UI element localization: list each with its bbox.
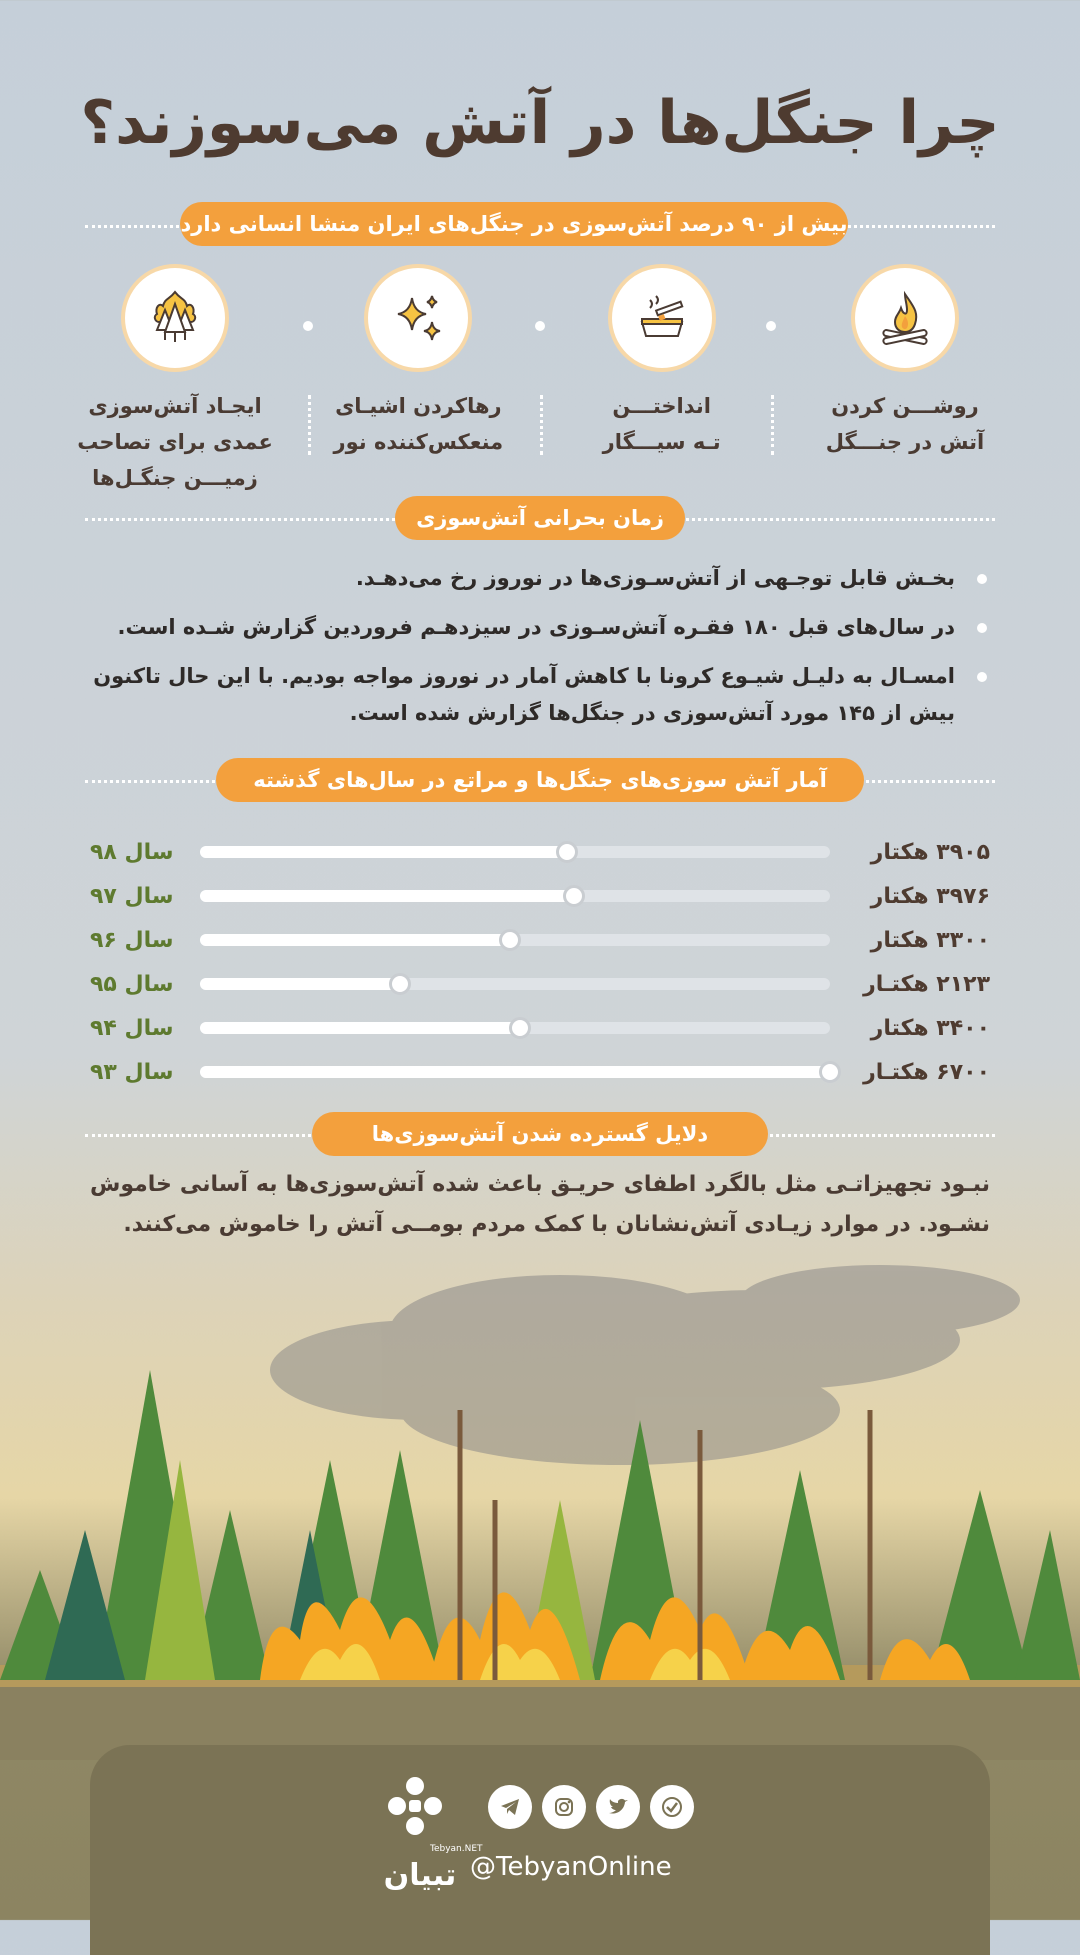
sparkle-icon xyxy=(368,268,468,368)
stat-row xyxy=(90,1050,990,1094)
stat-knob xyxy=(819,1061,841,1083)
cause-item xyxy=(557,268,767,508)
stat-row xyxy=(90,918,990,962)
stat-knob xyxy=(509,1017,531,1039)
stat-row xyxy=(90,1006,990,1050)
spread-reasons-text: نبـود تجهیزاتـی مثل بالگرد اطفای حریـق باعث شده آتش‌سوزی‌ها به آسانی خاموش نشـود. در موارد زیـادی آتش‌نشانان با کمک مردم بومــی آتش را خاموش می‌کنند. xyxy=(90,1172,990,1237)
list-item: امسـال به دلیـل شیـوع کرونا با کاهش آمار در نوروز مواجه بودیم. با این حال تاکنون بیش از ۱۴۵ مورد آتش‌سوزی در جنگل‌ها گزارش شده است. xyxy=(75,658,955,732)
statistics-header: آمار آتش سوزی‌های جنگل‌ها و مراتع در سال‌های گذشته xyxy=(216,758,864,802)
stat-year: سال ۹۴ xyxy=(90,1015,174,1041)
cause-item xyxy=(800,268,1010,508)
twitter-icon[interactable] xyxy=(596,1785,640,1829)
stat-track xyxy=(200,934,830,946)
cause-label: رهاکردن اشیـای منعکس‌کننده نور xyxy=(333,394,504,454)
spread-reasons-header: دلایل گسترده شدن آتش‌سوزی‌ها xyxy=(312,1112,768,1156)
list-item: بخـش قابل توجـهی از آتش‌سـوزی‌ها در نوروز رخ می‌دهـد. xyxy=(75,560,955,597)
list-item: در سال‌های قبل ۱۸۰ فقـره آتش‌سـوزی در سیزدهـم فروردین گزارش شـده است. xyxy=(75,609,955,646)
cause-item xyxy=(70,268,280,508)
stat-track xyxy=(200,846,830,858)
stat-knob xyxy=(499,929,521,951)
stat-value: ۳۳۰۰ هکتار xyxy=(870,927,990,953)
cause-label: روشـــن کردن آتش در جنـــگل xyxy=(825,394,985,454)
stat-row xyxy=(90,874,990,918)
stat-row xyxy=(90,962,990,1006)
stat-track xyxy=(200,890,830,902)
stat-fill xyxy=(200,1022,520,1034)
stat-year: سال ۹۳ xyxy=(90,1059,174,1085)
stat-knob xyxy=(563,885,585,907)
tebyan-logo-icon xyxy=(375,1770,455,1850)
critical-time-list xyxy=(75,560,955,744)
stat-year: سال ۹۸ xyxy=(90,839,174,865)
stat-track xyxy=(200,1022,830,1034)
stat-value: ۳۹۷۶ هکتار xyxy=(870,883,990,909)
instagram-icon[interactable] xyxy=(542,1785,586,1829)
stat-year: سال ۹۵ xyxy=(90,971,174,997)
stat-fill xyxy=(200,890,574,902)
human-origin-header: بیش از ۹۰ درصد آتش‌سوزی در جنگل‌های ایران منشا انسانی دارد xyxy=(180,202,848,246)
brand-name: تبیان xyxy=(383,1858,457,1893)
stat-row xyxy=(90,830,990,874)
statistics-chart xyxy=(90,830,990,1094)
telegram-icon[interactable] xyxy=(488,1785,532,1829)
stat-fill xyxy=(200,846,567,858)
forest-fire-illustration xyxy=(0,1240,1080,1760)
cause-label: ایجـاد آتش‌سوزی عمدی برای تصاحب زمیـــن جنگـل‌ها xyxy=(77,394,273,490)
stat-year: سال ۹۶ xyxy=(90,927,174,953)
brand-subtitle: Tebyan.NET xyxy=(430,1844,483,1854)
stat-fill xyxy=(200,934,510,946)
cigarette-ashtray-icon xyxy=(612,268,712,368)
burning-trees-icon xyxy=(125,268,225,368)
stat-year: سال ۹۷ xyxy=(90,883,174,909)
social-handle[interactable]: @TebyanOnline xyxy=(470,1852,672,1882)
stat-track xyxy=(200,978,830,990)
stat-value: ۳۹۰۵ هکتار xyxy=(870,839,990,865)
footer-panel xyxy=(90,1745,990,1955)
stat-track xyxy=(200,1066,830,1078)
stat-fill xyxy=(200,978,400,990)
causes-row xyxy=(70,268,1010,508)
campfire-icon xyxy=(855,268,955,368)
critical-time-header: زمان بحرانی آتش‌سوزی xyxy=(395,496,685,540)
page-title: چرا جنگل‌ها در آتش می‌سوزند؟ xyxy=(80,88,1000,158)
verified-icon[interactable] xyxy=(650,1785,694,1829)
cause-item xyxy=(313,268,523,508)
stat-knob xyxy=(556,841,578,863)
stat-value: ۶۷۰۰ هکتـار xyxy=(863,1059,990,1085)
stat-knob xyxy=(389,973,411,995)
cause-label: انداختـــن تـه سیـــگار xyxy=(602,394,721,454)
stat-value: ۲۱۲۳ هکتـار xyxy=(863,971,990,997)
stat-value: ۳۴۰۰ هکتار xyxy=(870,1015,990,1041)
stat-fill xyxy=(200,1066,830,1078)
